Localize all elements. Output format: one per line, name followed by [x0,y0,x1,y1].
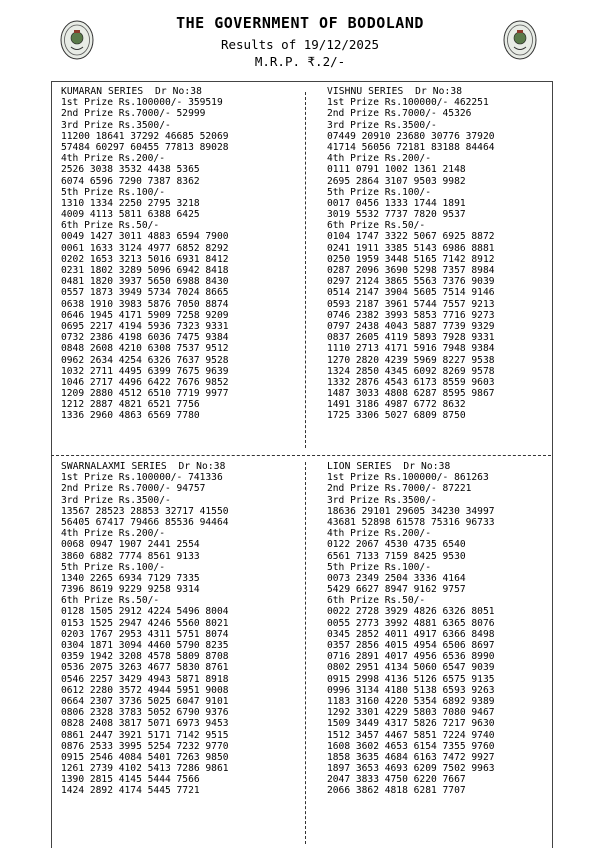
sixth-prize-label: 6th Prize Rs.50/- [327,220,426,232]
sixth-prize-numbers: 1858 3635 4684 6163 7472 9927 [327,751,495,763]
sixth-prize-numbers: 0876 2533 3995 5254 7232 9770 [61,740,229,752]
sixth-prize-numbers: 0231 1802 3289 5096 6942 8418 [61,265,229,276]
sixth-prize-numbers: 0357 2856 4015 4954 6506 8697 [327,640,495,651]
sixth-prize-numbers: 1390 2815 4145 5444 7566 [61,774,200,786]
second-prize-line: 2nd Prize Rs.7000/- 52999 [61,108,206,120]
series-block-kumaran [61,86,229,422]
fourth-prize-numbers: 2526 3038 3532 4438 5365 [61,164,200,176]
sixth-prize-numbers: 1512 3457 4467 5851 7224 9740 [327,729,495,741]
series-title: KUMARAN SERIES Dr No:38 [61,86,203,97]
sixth-prize-numbers: 1261 2739 4102 5413 7286 9861 [61,763,229,775]
third-prize-numbers: 57484 60297 60455 77813 89028 [61,141,229,153]
sixth-prize-numbers: 0061 1633 3124 4977 6852 8292 [61,242,229,254]
sixth-prize-numbers: 1292 3301 4229 5803 7080 9467 [327,707,495,719]
sixth-prize-numbers: 0638 1910 3983 5876 7050 8874 [61,298,229,310]
sixth-prize-numbers: 0049 1427 3011 4883 6594 7900 [61,231,229,243]
vertical-divider-bottom [305,462,306,844]
series-block-vishnu [327,86,495,422]
fourth-prize-numbers: 2695 2864 3107 9503 9982 [327,175,466,187]
sixth-prize-numbers: 0716 2891 4017 4956 6536 8990 [327,651,495,663]
sixth-prize-numbers: 0593 2187 3961 5744 7557 9213 [327,298,495,310]
third-prize-label: 3rd Prize Rs.3500/- [327,119,437,131]
sixth-prize-numbers: 0732 2386 4198 6036 7475 9384 [61,332,229,344]
fourth-prize-numbers: 0122 2067 4530 4735 6540 [327,539,466,551]
sixth-prize-numbers: 0203 1767 2953 4311 5751 8074 [61,628,229,640]
sixth-prize-numbers: 1491 3186 4987 6772 8632 [327,399,466,411]
sixth-prize-numbers: 0557 1873 3949 5734 7024 8665 [61,287,229,299]
sixth-prize-numbers: 1725 3306 5027 6809 8750 [327,410,466,422]
sixth-prize-numbers: 2047 3833 4750 6220 7667 [327,774,466,786]
sixth-prize-numbers: 0304 1871 3094 4460 5790 8235 [61,640,229,651]
sixth-prize-numbers: 1110 2713 4171 5916 7948 9384 [327,343,495,355]
sixth-prize-numbers: 0837 2605 4119 5893 7928 9331 [327,332,495,344]
series-block-swarnalaxmi [61,461,229,797]
sixth-prize-numbers: 1209 2880 4512 6510 7719 9977 [61,388,229,400]
horizontal-divider [51,455,551,456]
sixth-prize-numbers: 1608 3602 4653 6154 7355 9760 [327,740,495,752]
sixth-prize-numbers: 1212 2887 4821 6521 7756 [61,399,200,411]
sixth-prize-numbers: 0612 2280 3572 4944 5951 9008 [61,684,229,696]
sixth-prize-numbers: 0104 1747 3322 5067 6925 8872 [327,231,495,243]
sixth-prize-numbers: 0022 2728 3929 4826 6326 8051 [327,606,495,618]
third-prize-label: 3rd Prize Rs.3500/- [327,494,437,506]
sixth-prize-numbers: 0345 2852 4011 4917 6366 8498 [327,628,495,640]
fifth-prize-numbers: 5429 6627 8947 9162 9757 [327,584,466,596]
sixth-prize-numbers: 0915 2998 4136 5126 6575 9135 [327,673,495,685]
sixth-prize-numbers: 0915 2546 4084 5401 7263 9850 [61,751,229,763]
third-prize-numbers: 56405 67417 79466 85536 94464 [61,516,229,528]
sixth-prize-numbers: 0806 2328 3783 5052 6790 9376 [61,707,229,719]
fifth-prize-numbers: 1340 2265 6934 7129 7335 [61,572,200,584]
fourth-prize-numbers: 6074 6596 7290 7387 8362 [61,175,200,187]
third-prize-numbers: 43681 52898 61578 75316 96733 [327,516,495,528]
fourth-prize-numbers: 3860 6882 7774 8561 9133 [61,550,200,562]
fifth-prize-numbers: 3019 5532 7737 7820 9537 [327,209,466,221]
vertical-divider-top [305,92,306,448]
sixth-prize-numbers: 0664 2307 3736 5025 6047 9101 [61,695,229,707]
sixth-prize-numbers: 0481 1820 3937 5650 6988 8430 [61,276,229,288]
sixth-prize-numbers: 1897 3653 4693 6209 7502 9963 [327,763,495,775]
sixth-prize-numbers: 0055 2773 3992 4881 6365 8076 [327,617,495,629]
page-title: THE GOVERNMENT OF BODOLAND [176,14,424,32]
fifth-prize-numbers: 0017 0456 1333 1744 1891 [327,197,466,209]
sixth-prize-numbers: 1270 2820 4239 5969 8227 9538 [327,354,495,366]
sixth-prize-numbers: 0797 2438 4043 5887 7739 9329 [327,320,495,332]
sixth-prize-label: 6th Prize Rs.50/- [327,595,426,607]
fourth-prize-label: 4th Prize Rs.200/- [61,153,165,165]
sixth-prize-numbers: 0828 2408 3817 5071 6973 9453 [61,718,229,730]
sixth-prize-numbers: 0962 2634 4254 6326 7637 9528 [61,354,229,366]
fourth-prize-numbers: 0068 0947 1907 2441 2554 [61,539,200,551]
first-prize-line: 1st Prize Rs.100000/- 462251 [327,97,489,109]
fifth-prize-numbers: 0073 2349 2504 3336 4164 [327,572,466,584]
fifth-prize-numbers: 1310 1334 2250 2795 3218 [61,197,200,209]
fifth-prize-label: 5th Prize Rs.100/- [327,186,431,198]
sixth-prize-numbers: 0202 1653 3213 5016 6931 8412 [61,253,229,265]
first-prize-line: 1st Prize Rs.100000/- 861263 [327,472,489,484]
sixth-prize-numbers: 0514 2147 3904 5605 7514 9146 [327,287,495,299]
sixth-prize-numbers: 1424 2892 4174 5445 7721 [61,785,200,797]
third-prize-numbers: 18636 29101 29605 34230 34997 [327,505,495,517]
sixth-prize-numbers: 0128 1505 2912 4224 5496 8004 [61,606,229,618]
sixth-prize-numbers: 1183 3160 4220 5354 6892 9389 [327,695,495,707]
series-title: VISHNU SERIES Dr No:38 [327,86,463,97]
sixth-prize-numbers: 0359 1942 3208 4578 5809 8708 [61,651,229,663]
sixth-prize-numbers: 0297 2124 3865 5563 7376 9039 [327,276,495,288]
fourth-prize-numbers: 6561 7133 7159 8425 9530 [327,550,466,562]
third-prize-numbers: 41714 56056 72181 83188 84464 [327,141,495,153]
series-title: LION SERIES Dr No:38 [327,461,451,472]
sixth-prize-numbers: 0861 2447 3921 5171 7142 9515 [61,729,229,741]
sixth-prize-numbers: 0802 2951 4134 5060 6547 9039 [327,662,495,674]
results-date: Results of 19/12/2025 [220,37,380,52]
fourth-prize-numbers: 0111 0791 1002 1361 2148 [327,164,466,176]
sixth-prize-numbers: 0996 3134 4180 5138 6593 9263 [327,684,495,696]
series-title: SWARNALAXMI SERIES Dr No:38 [61,461,226,472]
fourth-prize-label: 4th Prize Rs.200/- [61,528,165,540]
sixth-prize-numbers: 2066 3862 4818 6281 7707 [327,785,466,797]
fifth-prize-label: 5th Prize Rs.100/- [61,561,165,573]
fifth-prize-numbers: 4009 4113 5811 6388 6425 [61,209,200,221]
sixth-prize-numbers: 1487 3033 4808 6287 8595 9867 [327,388,495,400]
fifth-prize-label: 5th Prize Rs.100/- [61,186,165,198]
sixth-prize-numbers: 0536 2075 3263 4677 5830 8761 [61,662,229,674]
third-prize-numbers: 11200 18641 37292 46685 52069 [61,130,229,142]
fourth-prize-label: 4th Prize Rs.200/- [327,528,431,540]
sixth-prize-numbers: 1324 2850 4345 6092 8269 9578 [327,365,495,377]
sixth-prize-numbers: 0848 2608 4210 6308 7537 9512 [61,343,229,355]
sixth-prize-numbers: 0153 1525 2947 4246 5560 8021 [61,617,229,629]
sixth-prize-numbers: 0250 1959 3448 5165 7142 8912 [327,253,495,265]
sixth-prize-numbers: 0695 2217 4194 5936 7323 9331 [61,320,229,332]
third-prize-label: 3rd Prize Rs.3500/- [61,494,171,506]
second-prize-line: 2nd Prize Rs.7000/- 87221 [327,483,472,495]
second-prize-line: 2nd Prize Rs.7000/- 45326 [327,108,472,120]
third-prize-label: 3rd Prize Rs.3500/- [61,119,171,131]
series-block-lion [327,461,495,797]
sixth-prize-label: 6th Prize Rs.50/- [61,595,160,607]
sixth-prize-numbers: 1046 2717 4496 6422 7676 9852 [61,376,229,388]
sixth-prize-numbers: 1509 3449 4317 5826 7217 9630 [327,718,495,730]
sixth-prize-numbers: 0646 1945 4171 5909 7258 9209 [61,309,229,321]
page-header [0,0,600,78]
third-prize-numbers: 07449 20910 23680 30776 37920 [327,130,495,142]
sixth-prize-numbers: 0241 1911 3385 5143 6986 8881 [327,242,495,254]
fifth-prize-label: 5th Prize Rs.100/- [327,561,431,573]
sixth-prize-numbers: 0287 2096 3690 5298 7357 8984 [327,265,495,276]
third-prize-numbers: 13567 28523 28853 32717 41550 [61,505,229,517]
mrp-price: M.R.P. ₹.2/- [254,54,346,69]
sixth-prize-numbers: 1336 2960 4863 6569 7780 [61,410,200,422]
first-prize-line: 1st Prize Rs.100000/- 359519 [61,97,223,109]
second-prize-line: 2nd Prize Rs.7000/- 94757 [61,483,206,495]
sixth-prize-numbers: 1032 2711 4495 6399 7675 9639 [61,365,229,377]
fourth-prize-label: 4th Prize Rs.200/- [327,153,431,165]
fifth-prize-numbers: 7396 8619 9229 9258 9314 [61,584,200,596]
sixth-prize-numbers: 0746 2382 3993 5853 7716 9273 [327,309,495,321]
first-prize-line: 1st Prize Rs.100000/- 741336 [61,472,223,484]
government-emblem-logo [503,20,537,60]
sixth-prize-numbers: 0546 2257 3429 4943 5871 8918 [61,673,229,685]
sixth-prize-label: 6th Prize Rs.50/- [61,220,160,232]
sixth-prize-numbers: 1332 2876 4543 6173 8559 9603 [327,376,495,388]
